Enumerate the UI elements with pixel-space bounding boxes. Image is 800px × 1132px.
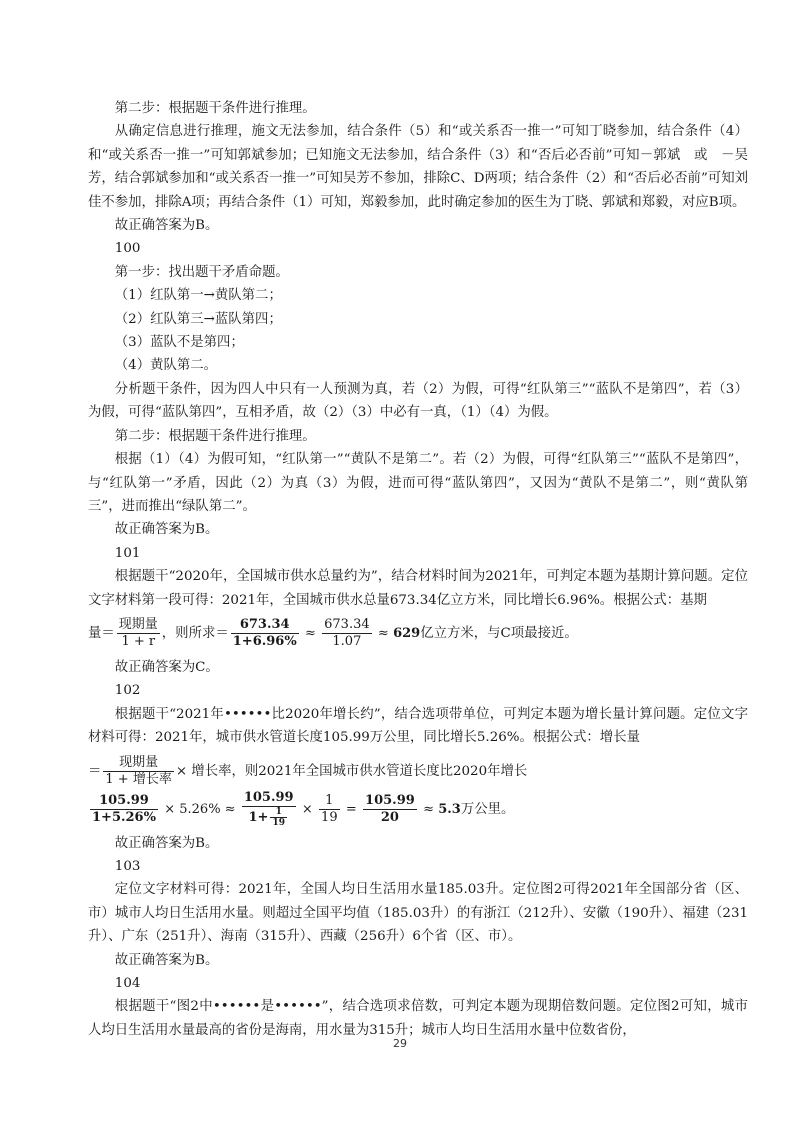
fraction-denominator: [242, 807, 296, 828]
answer-line: 故正确答案为B。: [114, 522, 219, 538]
fraction: [363, 793, 417, 826]
paragraph: 第一步：找出题干矛盾命题。: [114, 264, 289, 280]
fraction: [117, 617, 160, 650]
fraction-numerator: 105.99: [243, 790, 294, 806]
paragraph: 根据题干“图2中••••••是••••••”，结合选项求倍数，可判定本题为现期倍数问题。定位图2可知，城市人均日生活用水量最高的省份是海南，用水量为315升；城市人均日生活用水量中位数省份，: [88, 999, 748, 1038]
paragraph: 根据（1）（4）为假可知，“红队第一”“黄队不是第二”。若（2）为假，可得“红队第三”“蓝队不是第四”，与“红队第一”矛盾，因此（2）为真（3）为假，进而可得“蓝队第四”，又因为“黄队不是第二”，则“黄队第三”，进而推出“绿队第二”。: [88, 452, 748, 514]
question-number: 100: [114, 241, 141, 257]
answer-line: 故正确答案为C。: [114, 659, 219, 675]
formula-operator: ×: [301, 801, 313, 817]
question-number: 103: [114, 858, 141, 874]
fraction-denominator: 1+5.26%: [92, 809, 156, 825]
fraction: [322, 617, 372, 650]
formula-line-growth: [88, 752, 748, 792]
condition-item: （3）蓝队不是第四；: [114, 335, 244, 351]
formula-text: 亿立方米，与C项最接近。: [420, 625, 578, 641]
result-value: 629: [393, 625, 421, 641]
fraction-numerator: 1: [319, 793, 340, 810]
fraction-numerator: 673.34: [324, 616, 370, 632]
fraction-numerator: 105.99: [90, 793, 158, 810]
answer-line: 故正确答案为B。: [114, 952, 219, 968]
formula-line-calc: [88, 790, 748, 830]
result-value: 5.3: [438, 801, 461, 817]
question-number: 102: [114, 683, 141, 699]
paragraph: 定位文字材料可得：2021年，全国人均日生活用水量185.03升。定位图2可得2021年全国部分省（区、市）城市人均日生活用水量。则超过全国平均值（185.03升）的有浙江（212升）、安徽（190升）、福建（231升）、广东（251升）、海南（315升）、西藏（256升）6个省（区、市）。: [88, 882, 748, 945]
paragraph: 第二步：根据题干条件进行推理。: [114, 101, 316, 116]
fraction-denominator: 20: [380, 809, 399, 825]
condition-item: （1）红队第一→黄队第二；: [114, 288, 282, 304]
fraction-denominator: 1.07: [332, 633, 362, 649]
page-content: [88, 97, 748, 1042]
condition-item: （4）黄队第二。: [114, 358, 218, 374]
fraction: [231, 617, 299, 650]
fraction-numerator: 1: [270, 807, 287, 818]
fraction: [90, 793, 158, 826]
paragraph: 根据题干“2021年••••••比2020年增长约”，结合选项带单位，可判定本题为增长量计算问题。定位文字材料可得：2021年，城市供水管道长度105.99万公里，同比增长5.26%。根据公式：增长量: [88, 706, 748, 746]
approx-symbol: ≈: [377, 625, 389, 641]
fraction-numerator: 673.34: [231, 617, 299, 634]
formula-line-base-period: [88, 614, 748, 654]
formula-text: 万公里。: [460, 801, 515, 817]
fraction-numerator: 现期量: [103, 755, 173, 772]
fraction-denominator: 1 + 增长率: [105, 771, 172, 787]
question-number: 104: [114, 976, 141, 991]
fraction-numerator: 现期量: [118, 616, 158, 632]
paragraph: 根据题干“2020年，全国城市供水总量约为”，结合材料时间为2021年，可判定本题为基期计算问题。定位文字材料第一段可得：2021年，全国城市供水总量673.34亿立方米，同比增长6.96%。根据公式：基期: [88, 569, 748, 608]
formula-text: ＝: [88, 763, 102, 779]
formula-operator: ≈: [423, 801, 434, 817]
denominator-text: 1+: [248, 810, 269, 826]
fraction-denominator: 1+6.96%: [232, 633, 297, 649]
question-number: 101: [114, 545, 141, 561]
fraction: [103, 755, 173, 788]
fraction-denominator: 19: [321, 809, 338, 825]
paragraph: 从确定信息进行推理，施文无法参加，结合条件（5）和“或关系否一推一”可知丁晓参加，结合条件（4）和“或关系否一推一”可知郭斌参加；已知施文无法参加，结合条件（3）和“否后必否前”可知－郭斌 或 －吴芳，结合郭斌参加和“或关系否一推一”可知吴芳不参加，排除C、D两项；结合条件（2）和“否后必否前”可知刘佳不参加，排除A项；再结合条件（1）可知，郑毅参加，此时确定参加的医生为丁晓、郭斌和郑毅，对应B项。: [88, 124, 748, 210]
nested-fraction: [270, 807, 287, 828]
paragraph: 第二步：根据题干条件进行推理。: [114, 428, 316, 444]
approx-symbol: ≈: [304, 625, 316, 641]
formula-text: × 增长率，则2021年全国城市供水管道长度比2020年增长: [175, 763, 528, 779]
fraction-numerator: 105.99: [365, 792, 415, 808]
formula-operator: =: [345, 801, 357, 817]
formula-text: ，则所求＝: [161, 625, 229, 641]
condition-item: （2）红队第三→蓝队第四；: [114, 311, 282, 327]
formula-text: 量＝: [88, 625, 115, 641]
answer-line: 故正确答案为B。: [114, 218, 219, 234]
page-number: 29: [393, 1037, 407, 1050]
fraction-denominator: 1 + r: [121, 633, 156, 649]
fraction-denominator: 19: [272, 818, 285, 829]
fraction: [319, 793, 340, 826]
answer-line: 故正确答案为B。: [114, 835, 219, 851]
fraction: [242, 790, 296, 828]
paragraph: 分析题干条件，因为四人中只有一人预测为真，若（2）为假，可得“红队第三”“蓝队不是第四”，若（3）为假，可得“蓝队第四”，互相矛盾，故（2）（3）中必有一真，（1）（4）为假。: [88, 381, 748, 421]
formula-operator: × 5.26% ≈: [164, 801, 236, 817]
